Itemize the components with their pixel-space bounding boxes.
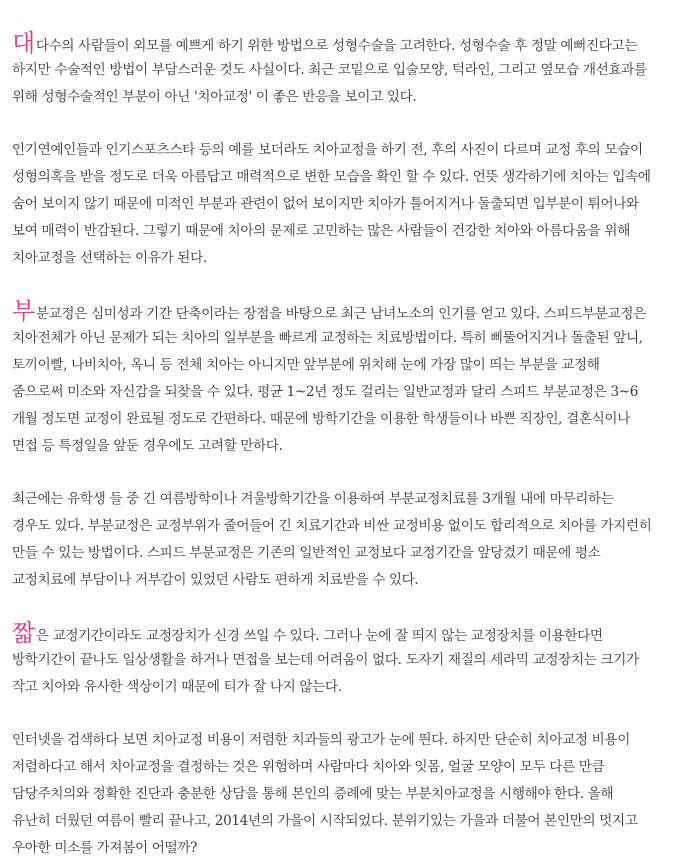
- text-line: 저렴하다고 해서 치아교정을 결정하는 것은 위험하며 사람마다 치아와 잇몸, 얼굴 모양이 모두 다른 만큼: [12, 759, 605, 775]
- paragraph: [12, 727, 672, 862]
- text-line: 짧은 교정기간이라도 교정장치가 신경 쓰일 수 있다. 그러나 눈에 잘 띄지 않는 교정장치를 이용한다면: [12, 619, 603, 647]
- paragraph: [12, 620, 672, 701]
- text-line: 우아한 미소를 가져봄이 어떨까?: [12, 840, 198, 856]
- paragraph: [12, 486, 672, 594]
- drop-cap: 짧: [12, 619, 35, 647]
- text-line: 줌으로써 미소와 자신감을 되찾을 수 있다. 평균 1~2년 정도 걸리는 일반교정과 달리 스피드 부분교정은 3~6: [12, 384, 639, 400]
- text-line: 경우도 있다. 부분교정은 교정부위가 줄어들어 긴 치료기간과 비싼 교정비용 없이도 합리적으로 치아를 가지런히: [12, 518, 652, 534]
- text-line: 치아교정을 선택하는 이유가 된다.: [12, 250, 207, 266]
- text-line: 담당주치의와 정확한 진단과 충분한 상담을 통해 본인의 증례에 맞는 부분치아교정을 시행해야 한다. 올해: [12, 786, 614, 802]
- article-body: [12, 30, 672, 862]
- text-line: 면접 등 특정일을 앞둔 경우에도 고려할 만하다.: [12, 438, 283, 454]
- text-line: 방학기간이 끝나도 일상생활을 하거나 면접을 보는데 어려움이 없다. 도자기 재질의 세라믹 교정장치는 크기가: [12, 652, 639, 668]
- text-line: 부분교정은 심미성과 기간 단축이라는 장점을 바탕으로 최근 남녀노소의 인기를 얻고 있다. 스피드부분교정은: [12, 297, 646, 325]
- paragraph: [12, 30, 672, 111]
- text-line: 작고 치아와 유사한 색상이기 때문에 티가 잘 나지 않는다.: [12, 679, 342, 695]
- text-line: 보여 매력이 반감된다. 그렇기 때문에 치아의 문제로 고민하는 많은 사람들이 건강한 치아와 아름다움을 위해: [12, 223, 630, 239]
- paragraph: [12, 137, 672, 272]
- text-line: 개월 정도면 교정이 완료될 정도로 간편하다. 때문에 방학기간을 이용한 학생들이나 바쁜 직장인, 결혼식이나: [12, 411, 630, 427]
- text-line: 하지만 수술적인 방법이 부담스러운 것도 사실이다. 최근 코밑으로 입술모양, 턱라인, 그리고 옆모습 개선효과를: [12, 62, 647, 78]
- text-line: 만들 수 있는 방법이다. 스피드 부분교정은 기존의 일반적인 교정보다 교정기간을 앞당겼기 때문에 평소: [12, 545, 601, 561]
- text-line: 인터넷을 검색하다 보면 치아교정 비용이 저렴한 치과들의 광고가 눈에 띈다. 하지만 단순히 치아교정 비용이: [12, 732, 630, 748]
- text-line: 대다수의 사람들이 외모를 예쁘게 하기 위한 방법으로 성형수술을 고려한다. 성형수술 후 정말 예뻐진다고는: [12, 29, 638, 57]
- text-line: 최근에는 유학생 들 중 긴 여름방학이나 겨울방학기간을 이용하여 부분교정치료를 3개월 내에 마무리하는: [12, 491, 614, 507]
- text-line: 유난히 더웠던 여름이 빨리 끝나고, 2014년의 가을이 시작되었다. 분위기있는 가을과 더불어 본인만의 멋지고: [12, 813, 638, 829]
- text-line: 인기연예인들과 인기스포츠스타 등의 예를 보더라도 치아교정을 하기 전, 후의 사진이 다르며 교정 후의 모습이: [12, 142, 643, 158]
- drop-cap: 부: [12, 297, 35, 325]
- text-line: 교정치료에 부담이나 거부감이 있었던 사람도 편하게 치료받을 수 있다.: [12, 572, 419, 588]
- text-line: 위해 성형수술적인 부분이 아닌 '치아교정' 이 좋은 반응을 보이고 있다.: [12, 89, 417, 105]
- text-line: 치아전체가 아닌 문제가 되는 치아의 일부분을 빠르게 교정하는 치료방법이다. 특히 삐뚤어지거나 돌출된 앞니,: [12, 330, 643, 346]
- paragraph: [12, 298, 672, 460]
- text-line: 성형의혹을 받을 정도로 더욱 아름답고 매력적으로 변한 모습을 확인 할 수 있다. 언뜻 생각하기에 치아는 입속에: [12, 169, 651, 185]
- drop-cap: 대: [12, 29, 35, 57]
- text-line: 숨어 보이지 않기 때문에 미적인 부분과 관련이 없어 보이지만 치아가 틀어지거나 돌출되면 입부분이 튀어나와: [12, 196, 639, 212]
- text-line: 토끼이빨, 나비치아, 옥니 등 전체 치아는 아니지만 앞부분에 위치해 눈에 가장 많이 띄는 부분을 교정해: [12, 357, 600, 373]
